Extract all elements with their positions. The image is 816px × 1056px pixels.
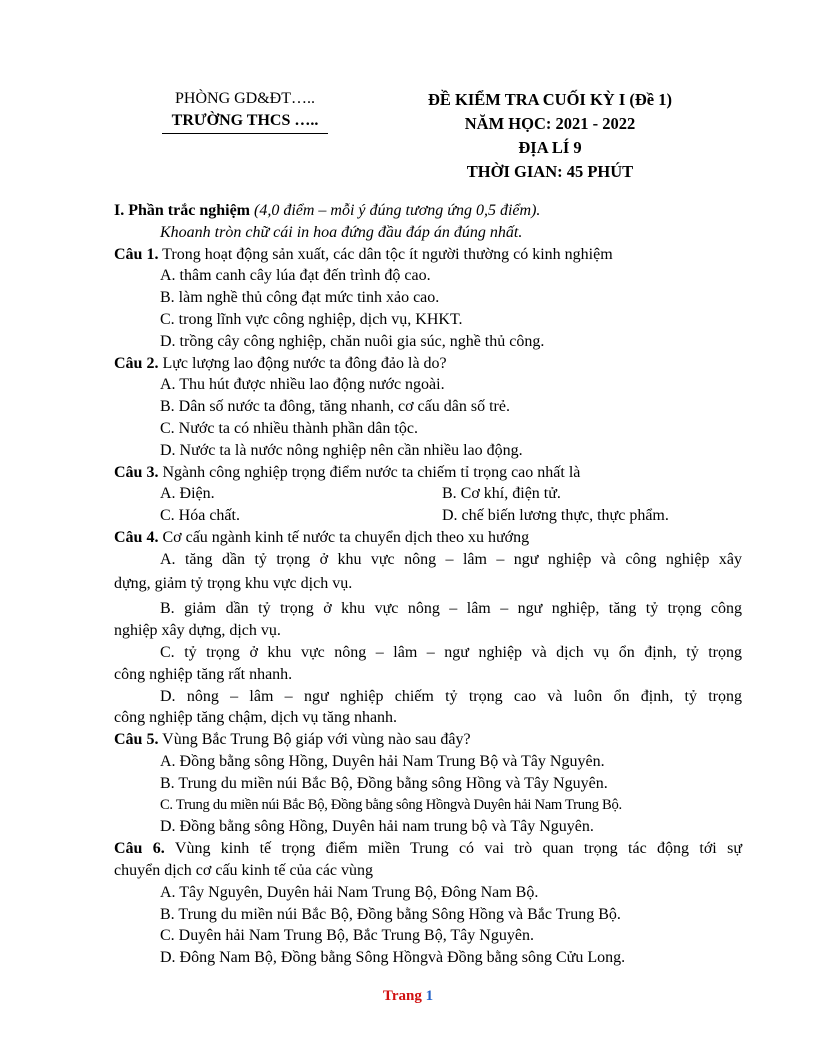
option-c: C. tỷ trọng ở khu vực nông – lâm – ngư nghiệp và dịch vụ ổn định, tỷ trọng: [160, 643, 742, 661]
option-d: D. chế biến lương thực, thực phẩm.: [442, 507, 669, 525]
option-b: B. Cơ khí, điện tử.: [442, 485, 561, 503]
option-c-continued: công nghiệp tăng rất nhanh.: [114, 665, 293, 683]
option-d-continued: công nghiệp tăng chậm, dịch vụ tăng nhanh.: [114, 709, 398, 727]
question-label: Câu 4.: [114, 528, 159, 546]
option-a: A. Thu hút được nhiều lao động nước ngoài.: [160, 376, 445, 394]
question-text: Ngành công nghiệp trọng điểm nước ta chiếm tỉ trọng cao nhất là: [162, 463, 581, 481]
question-label: Câu 6.: [114, 840, 165, 858]
option-a: A. Tây Nguyên, Duyên hải Nam Trung Bộ, Đông Nam Bộ.: [160, 883, 539, 901]
department-name: PHÒNG GD&ĐT…..: [175, 90, 315, 107]
options-row-1: [114, 483, 742, 505]
question-5: [114, 729, 742, 751]
option-c: C. Hóa chất.: [160, 507, 240, 525]
question-6: [114, 838, 742, 860]
page-word: Trang: [382, 988, 422, 1004]
question-2: [114, 353, 742, 375]
question-3: [114, 462, 742, 484]
exam-title-block: [390, 88, 710, 184]
question-text: Vùng kinh tế trọng điểm miền Trung có vai trò quan trọng tác động tới sự: [174, 840, 743, 858]
option-a-continued: dựng, giảm tỷ trọng khu vực dịch vụ.: [114, 574, 353, 592]
section-instruction: Khoanh tròn chữ cái in hoa đứng đầu đáp án đúng nhất.: [160, 223, 523, 241]
section-heading: [114, 200, 742, 222]
option-b: B. làm nghề thủ công đạt mức tinh xảo cao.: [160, 289, 440, 307]
option-c: C. trong lĩnh vực công nghiệp, dịch vụ, KHKT.: [160, 310, 463, 328]
exam-title: ĐỀ KIỂM TRA CUỐI KỲ I (Đề 1): [428, 90, 672, 109]
option-d: D. Đồng bằng sông Hồng, Duyên hải nam trung bộ và Tây Nguyên.: [160, 818, 594, 836]
option-b-continued: nghiệp xây dựng, dịch vụ.: [114, 622, 281, 640]
duration: THỜI GIAN: 45 PHÚT: [466, 162, 634, 181]
question-label: Câu 5.: [114, 731, 159, 749]
option-d: D. trồng cây công nghiệp, chăn nuôi gia súc, nghề thủ công.: [160, 332, 545, 350]
option-b: B. Dân số nước ta đông, tăng nhanh, cơ cấu dân số trẻ.: [160, 398, 510, 416]
page-footer: [0, 988, 816, 1005]
school-year: NĂM HỌC: 2021 - 2022: [464, 114, 636, 133]
option-a: A. Đồng bằng sông Hồng, Duyên hải Nam Trung Bộ và Tây Nguyên.: [160, 752, 605, 770]
question-text-continued: chuyển dịch cơ cấu kinh tế của các vùng: [114, 861, 374, 879]
question-text: Vùng Bắc Trung Bộ giáp với vùng nào sau đây?: [162, 731, 471, 749]
option-d: D. Nước ta là nước nông nghiệp nên cần nhiều lao động.: [160, 441, 523, 459]
option-a: A. thâm canh cây lúa đạt đến trình độ cao.: [160, 267, 431, 285]
section-score-note: (4,0 điểm – mỗi ý đúng tương ứng 0,5 điểm).: [254, 202, 541, 219]
question-4: [114, 527, 742, 549]
question-label: Câu 3.: [114, 463, 159, 481]
option-b: B. Trung du miền núi Bắc Bộ, Đồng bằng sông Hồng và Tây Nguyên.: [160, 774, 608, 792]
option-c: C. Nước ta có nhiều thành phần dân tộc.: [160, 419, 418, 437]
option-a: A. tăng dần tỷ trọng ở khu vực nông – lâm – ngư nghiệp và công nghiệp xây: [160, 550, 742, 568]
subject: ĐỊA LÍ 9: [518, 138, 582, 157]
issuer-block: [138, 88, 352, 134]
school-name: TRƯỜNG THCS …..: [162, 110, 329, 134]
option-b: B. Trung du miền núi Bắc Bộ, Đồng bằng Sông Hồng và Bắc Trung Bộ.: [160, 905, 621, 923]
options-row-2: [114, 505, 742, 527]
option-b: B. giảm dần tỷ trọng ở khu vực nông – lâm – ngư nghiệp, tăng tỷ trọng công: [160, 600, 742, 618]
option-a: A. Điện.: [160, 485, 215, 503]
question-text: Lực lượng lao động nước ta đông đảo là do?: [162, 354, 447, 372]
question-text: Trong hoạt động sản xuất, các dân tộc ít người thường có kinh nghiệm: [162, 245, 613, 263]
question-label: Câu 1.: [114, 245, 159, 263]
question-text: Cơ cấu ngành kinh tế nước ta chuyển dịch theo xu hướng: [162, 528, 530, 546]
question-label: Câu 2.: [114, 354, 159, 372]
option-d: D. nông – lâm – ngư nghiệp chiếm tỷ trọng cao và luôn ổn định, tỷ trọng: [160, 687, 742, 705]
question-1: [114, 244, 742, 266]
section-title: I. Phần trắc nghiệm: [114, 202, 250, 219]
option-c: C. Duyên hải Nam Trung Bộ, Bắc Trung Bộ, Tây Nguyên.: [160, 927, 534, 945]
exam-body: [114, 200, 742, 969]
option-c: C. Trung du miền núi Bắc Bộ, Đồng bằng sông Hồngvà Duyên hải Nam Trung Bộ.: [160, 796, 622, 813]
page-number: 1: [425, 988, 434, 1004]
option-d: D. Đông Nam Bộ, Đồng bằng Sông Hồngvà Đồng bằng sông Cửu Long.: [160, 949, 626, 967]
